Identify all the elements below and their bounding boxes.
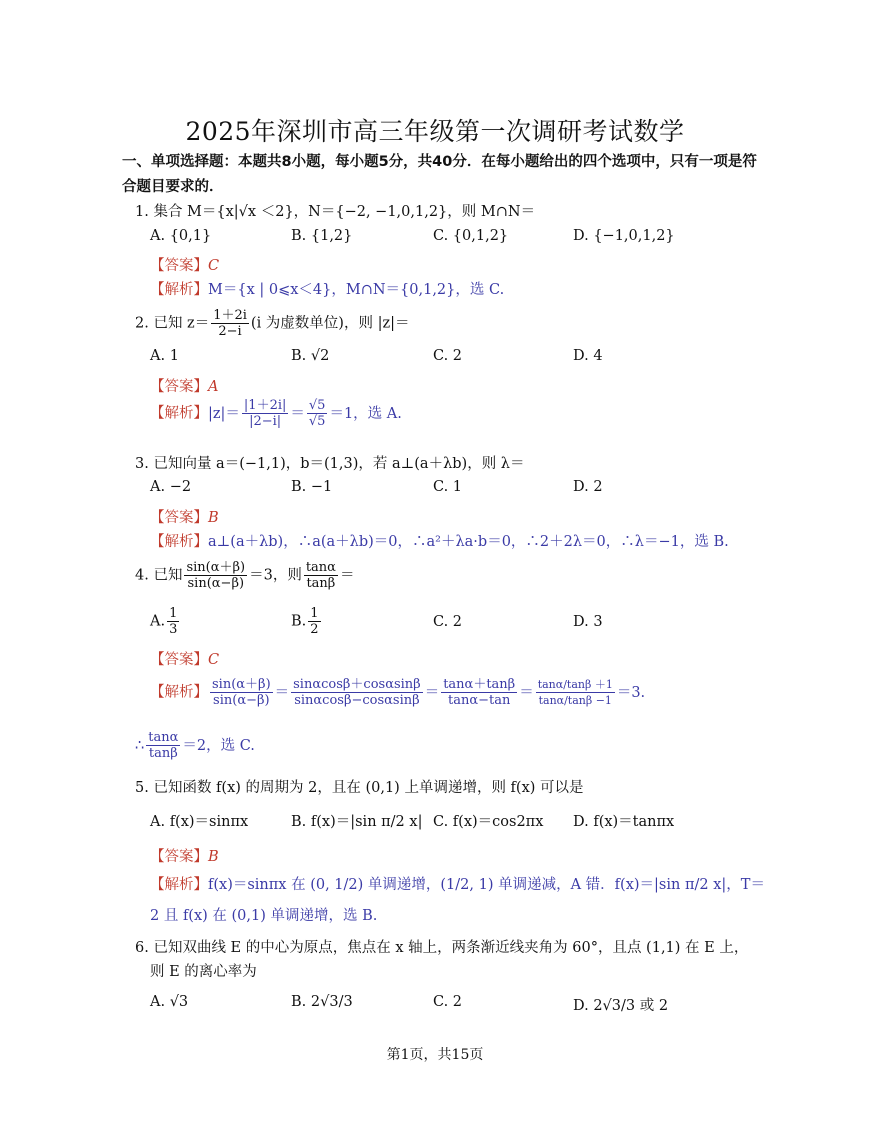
option-fraction	[167, 606, 179, 637]
q5-analysis	[150, 873, 765, 894]
fraction-denominator: sin(α−β)	[187, 576, 245, 591]
q3-option-c: C. 1	[433, 479, 463, 495]
fraction-numerator: tanα	[305, 560, 336, 575]
analysis-text: M＝{x | 0⩽x＜4}，M∩N＝{0,1,2}，选 C.	[208, 282, 505, 298]
q6-option-c: C. 2	[433, 994, 463, 1010]
q4-analysis-line2	[135, 730, 255, 761]
fraction-numerator: sin(α＋β)	[212, 677, 271, 692]
q1-option-b: B. {1,2}	[291, 228, 353, 244]
fraction-numerator: 1	[310, 606, 319, 621]
analysis-tag: 【解析】	[150, 684, 208, 701]
page-title: 2025年深圳市高三年级第一次调研考试数学	[185, 117, 685, 146]
q5-answer	[150, 845, 219, 866]
analysis-end: ＝3.	[616, 684, 646, 701]
analysis-post: ＝1，选 A.	[329, 405, 402, 422]
fraction-denominator: tanβ	[306, 576, 336, 591]
q1-answer	[150, 254, 219, 275]
q2-stem	[135, 308, 410, 339]
q1-analysis	[150, 278, 504, 299]
fraction-denominator: tanα/tanβ −1	[538, 694, 612, 707]
fraction-denominator: 2−i	[218, 324, 242, 339]
q5-option-b: B. f(x)＝|sin π/2 x|	[291, 814, 423, 830]
q3-answer	[150, 506, 219, 527]
analysis-fraction	[146, 730, 180, 761]
analysis-fraction-1	[210, 677, 273, 708]
analysis-fraction-1	[242, 398, 288, 429]
q1-stem: 1. 集合 M＝{x|√x ＜2}，N＝{−2, −1,0,1,2}，则 M∩N＝	[135, 204, 536, 220]
q4-stem-mid: ＝3，则	[249, 567, 302, 584]
fraction-numerator: tanα	[148, 730, 179, 745]
q4-stem	[135, 560, 354, 591]
q6-stem-line1: 6. 已知双曲线 E 的中心为原点，焦点在 x 轴上，两条渐近线夹角为 60°，且点 (1,1) 在 E 上，	[135, 940, 749, 956]
analysis-fraction-3	[441, 677, 517, 708]
answer-tag: 【答案】	[150, 379, 208, 395]
q2-answer	[150, 375, 218, 396]
analysis-tag: 【解析】	[150, 534, 208, 550]
answer-tag: 【答案】	[150, 652, 208, 668]
page-footer: 第1页，共15页	[386, 1047, 484, 1063]
q2-option-a: A. 1	[150, 348, 179, 364]
q6-option-b: B. 2√3/3	[291, 994, 353, 1010]
q3-option-a: A. −2	[150, 479, 192, 495]
analysis-pre: |z|＝	[208, 405, 240, 422]
fraction-denominator: |2−i|	[249, 414, 282, 429]
q4-analysis	[150, 677, 645, 708]
answer-value: C	[208, 258, 220, 274]
analysis-text: 2 且 f(x) 在 (0,1) 单调递增，选 B.	[150, 908, 378, 924]
q3-analysis	[150, 530, 729, 551]
answer-tag: 【答案】	[150, 849, 208, 865]
answer-value: B	[208, 849, 219, 865]
q3-stem: 3. 已知向量 a＝(−1,1)，b＝(1,3)，若 a⊥(a＋λb)，则 λ＝	[135, 456, 525, 472]
q4-answer	[150, 648, 219, 669]
answer-value: B	[208, 510, 219, 526]
equals-sign: ＝	[290, 405, 305, 422]
q5-option-a: A. f(x)＝sinπx	[150, 814, 249, 830]
analysis-fraction-2	[291, 677, 423, 708]
analysis-fraction-4	[536, 677, 615, 708]
answer-tag: 【答案】	[150, 510, 208, 526]
q5-analysis-line2	[150, 904, 377, 925]
option-label: A.	[150, 613, 166, 630]
analysis-tag: 【解析】	[150, 877, 208, 893]
q2-fraction	[211, 308, 249, 339]
fraction-denominator: tanα−tan	[448, 693, 511, 708]
q4-stem-pre: 4. 已知	[135, 567, 183, 584]
option-label: B.	[291, 613, 307, 630]
answer-value: C	[208, 652, 220, 668]
q2-stem-pre: 2. 已知 z＝	[135, 315, 210, 332]
q1-option-a: A. {0,1}	[150, 228, 212, 244]
fraction-numerator: |1＋2i|	[243, 398, 287, 413]
analysis-text: a⊥(a＋λb)，∴a(a＋λb)＝0，∴a²＋λa·b＝0，∴2＋2λ＝0，∴λ＝−1，选 B.	[208, 534, 729, 550]
fraction-denominator: sin(α−β)	[213, 693, 270, 708]
fraction-denominator: sinαcosβ−cosαsinβ	[294, 693, 420, 708]
q6-stem-line2: 则 E 的离心率为	[150, 964, 257, 980]
fraction-numerator: 1＋2i	[213, 308, 247, 323]
analysis-text	[208, 398, 402, 429]
q4-fraction-2	[304, 560, 338, 591]
fraction-denominator: 3	[169, 622, 178, 637]
q3-option-d: D. 2	[573, 479, 603, 495]
q4-option-b	[291, 606, 323, 637]
q4-stem-post: ＝	[339, 567, 355, 584]
q4-option-d: D. 3	[573, 614, 603, 630]
q4-option-c: C. 2	[433, 614, 463, 630]
q2-analysis	[150, 398, 402, 429]
fraction-numerator: 1	[169, 606, 178, 621]
analysis-post: ＝2，选 C.	[182, 737, 255, 754]
section-header: 一、单项选择题：本题共8小题，每小题5分，共40分．在每小题给出的四个选项中，只有一项是符合题目要求的．	[122, 154, 757, 195]
answer-value: A	[208, 379, 219, 395]
fraction-numerator: tanα＋tanβ	[443, 677, 516, 692]
fraction-numerator: tanα/tanβ ＋1	[537, 678, 613, 691]
fraction-numerator: √5	[308, 398, 326, 413]
q2-option-c: C. 2	[433, 348, 463, 364]
q4-fraction-1	[184, 560, 247, 591]
therefore-sign: ∴	[135, 737, 145, 754]
answer-tag: 【答案】	[150, 258, 208, 274]
q6-option-d: D. 2√3/3 或 2	[573, 998, 669, 1014]
fraction-denominator: tanβ	[148, 746, 178, 761]
q1-option-c: C. {0,1,2}	[433, 228, 509, 244]
q4-option-a	[150, 606, 181, 637]
q3-option-b: B. −1	[291, 479, 333, 495]
analysis-text: $\frac{\sin(\alpha+\beta)}{\sin(\alpha-\beta)}$ ＝ $\frac{\sin\alpha\cos\beta+\cos\alpha\sin\beta}{\sin\alpha\cos\beta-\cos\alpha\sin\beta}$ ＝ $\frac{\tan\alpha+\tan\beta}{\tan\alpha-\tan}$ ＝ $\frac{\tan\alpha/\tan\beta +1}{\tan\alpha/\tan\beta -1}$ ＝3.	[212, 677, 646, 708]
fraction-denominator: √5	[308, 414, 326, 429]
analysis-tag: 【解析】	[150, 282, 208, 298]
analysis-fraction-2	[307, 398, 328, 429]
analysis-tag: 【解析】	[150, 405, 208, 422]
q1-option-d: D. {−1,0,1,2}	[573, 228, 675, 244]
fraction-numerator: sinαcosβ＋cosαsinβ	[293, 677, 421, 692]
q6-option-a: A. √3	[150, 994, 189, 1010]
fraction-numerator: sin(α＋β)	[186, 560, 246, 575]
analysis-text: f(x)＝sinπx 在 (0, 1/2) 单调递增，(1/2, 1) 单调递减，A 错．f(x)＝|sin π/2 x|，T＝	[208, 877, 765, 893]
q2-option-b: B. √2	[291, 348, 330, 364]
fraction-denominator: 2	[310, 622, 319, 637]
q2-stem-post: (i 为虚数单位)，则 |z|＝	[250, 315, 410, 332]
q5-stem: 5. 已知函数 f(x) 的周期为 2，且在 (0,1) 上单调递增，则 f(x) 可以是	[135, 780, 584, 796]
q5-option-d: D. f(x)＝tanπx	[573, 814, 675, 830]
q5-option-c: C. f(x)＝cos2πx	[433, 814, 544, 830]
q2-option-d: D. 4	[573, 348, 603, 364]
option-fraction	[308, 606, 320, 637]
